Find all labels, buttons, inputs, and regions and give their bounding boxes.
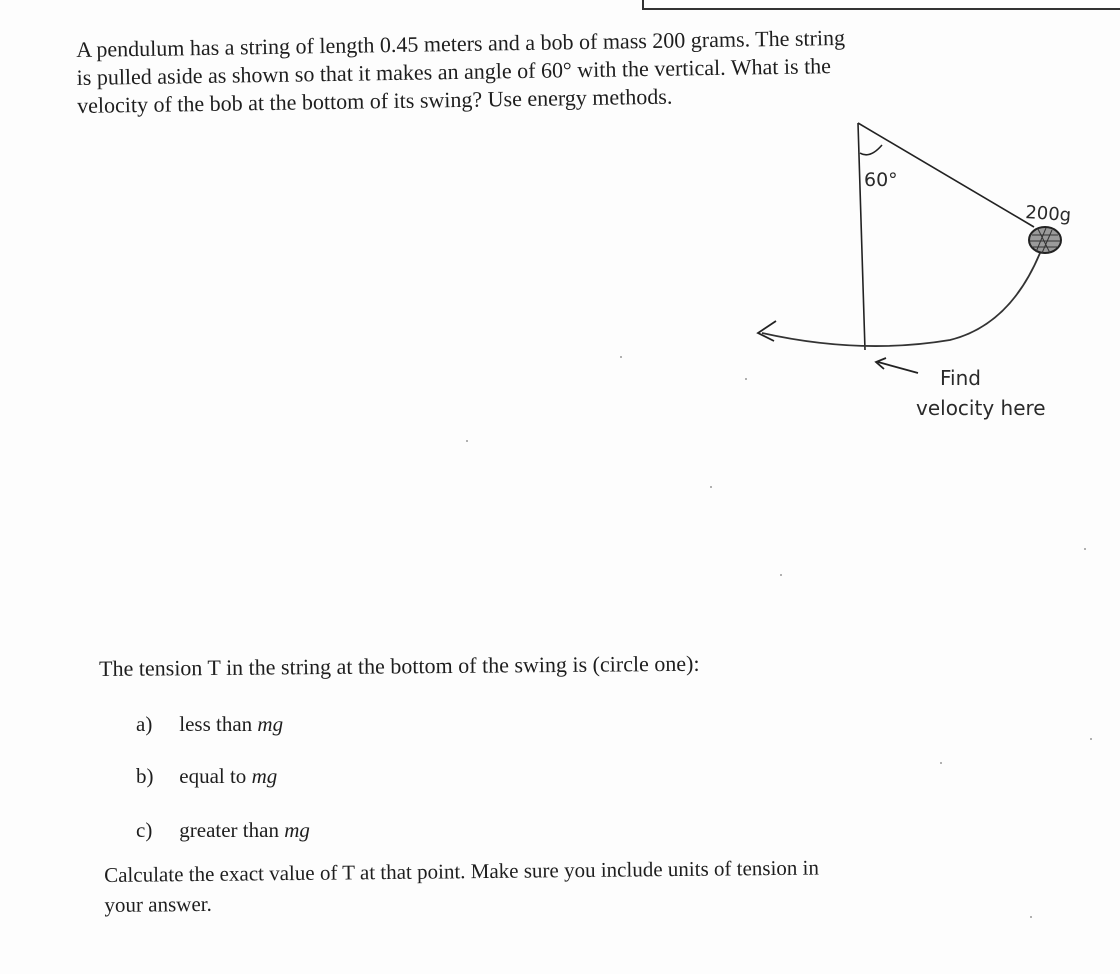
problem-statement (76, 22, 937, 119)
choice-variable: mg (251, 764, 278, 788)
choice-letter: b) (136, 764, 154, 788)
tension-question: The tension T in the string at the bottom of the swing is (circle one): (99, 650, 700, 681)
choice-a[interactable] (136, 712, 283, 737)
paper-speck (710, 486, 712, 488)
pendulum-figure (740, 115, 1110, 445)
choice-text: less than (179, 712, 253, 736)
paper-speck (466, 440, 468, 442)
bob-icon (1029, 227, 1061, 253)
choice-variable: mg (257, 712, 284, 736)
paper-speck (1090, 738, 1092, 740)
paper-speck (620, 356, 622, 358)
choice-letter: a) (136, 712, 153, 736)
paper-speck (1030, 916, 1032, 918)
angle-arc (860, 145, 882, 155)
paper-speck (745, 378, 747, 380)
arc-arrow-icon (758, 321, 776, 341)
vertical-line (858, 123, 865, 350)
choice-text: equal to (179, 764, 247, 788)
choice-c[interactable] (136, 818, 310, 843)
problem-line-2: is pulled aside as shown so that it makes an angle of 60° with the vertical. What is the (76, 53, 832, 90)
paper-speck (940, 762, 942, 764)
paper-speck (1084, 548, 1086, 550)
paper-speck (780, 574, 782, 576)
calculate-line-1: Calculate the exact value of T at that point. Make sure you include units of tension in (104, 855, 820, 887)
problem-line-3: velocity of the bob at the bottom of its swing? Use energy methods. (76, 83, 673, 118)
choice-letter: c) (136, 818, 153, 842)
choice-text: greater than (179, 818, 279, 842)
answer-box-edge (642, 0, 1120, 10)
pendulum-drawing (740, 115, 1110, 445)
note-find: Find (940, 366, 981, 390)
choice-b[interactable] (136, 764, 277, 789)
problem-line-1: A pendulum has a string of length 0.45 meters and a bob of mass 200 grams. The string (76, 24, 846, 62)
calculate-instruction (104, 851, 925, 920)
swing-arc (762, 253, 1040, 346)
angle-label: 60° (864, 169, 898, 191)
pointer-arrow-icon (878, 362, 918, 373)
calculate-line-2: your answer. (104, 891, 212, 917)
mass-label: 200g (1024, 202, 1072, 227)
choice-variable: mg (284, 818, 310, 842)
note-velocity-here: velocity here (916, 396, 1046, 420)
